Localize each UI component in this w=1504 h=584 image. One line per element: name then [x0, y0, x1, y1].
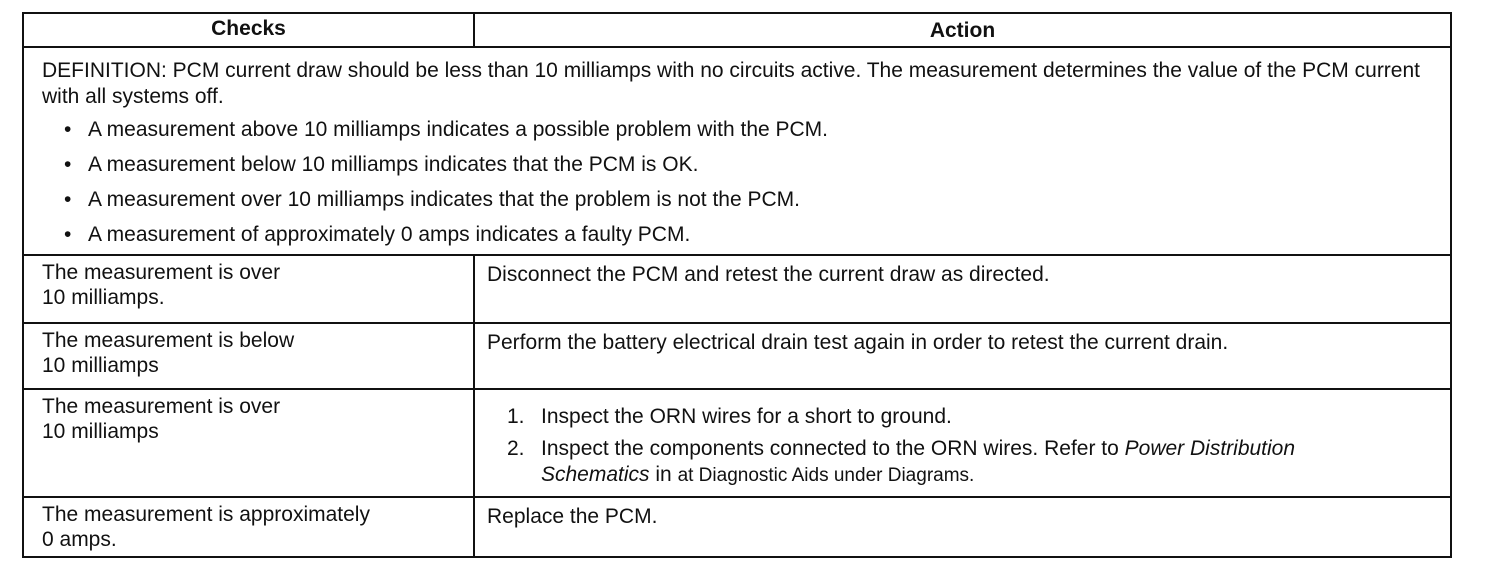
list-item: • A measurement over 10 milliamps indicates that the problem is not the PCM. [64, 182, 828, 217]
check-cell: The measurement is over 10 milliamps. [24, 256, 475, 322]
table-row [24, 390, 1450, 498]
list-item: 2. Inspect the components connected to the ORN wires. Refer to Power Distribution Schematics in at Diagnostic Aids under Diagrams. [507, 437, 1296, 486]
header-action: Action [929, 19, 996, 42]
check-cell: The measurement is below 10 milliamps [24, 324, 475, 388]
action-cell: Disconnect the PCM and retest the current draw as directed. [487, 263, 1050, 286]
definition-row [24, 48, 1450, 256]
action-cell: Replace the PCM. [487, 505, 658, 528]
table-header-row [24, 14, 1450, 48]
action-cell: Perform the battery electrical drain test again in order to retest the current drain. [487, 331, 1229, 354]
list-item: • A measurement above 10 milliamps indicates a possible problem with the PCM. [64, 112, 828, 147]
header-checks: Checks [24, 14, 475, 46]
list-item: 1. Inspect the ORN wires for a short to ground. [507, 405, 952, 428]
table-row [24, 256, 1450, 324]
definition-bullets [64, 112, 828, 252]
check-cell: The measurement is approximately 0 amps. [24, 498, 475, 558]
table-row [24, 498, 1450, 558]
list-item: • A measurement of approximately 0 amps indicates a faulty PCM. [64, 217, 828, 252]
action-cell [475, 390, 1450, 496]
list-item: • A measurement below 10 milliamps indicates that the PCM is OK. [64, 147, 828, 182]
check-cell: The measurement is over 10 milliamps [24, 390, 475, 496]
table-row [24, 324, 1450, 390]
definition-text: DEFINITION: PCM current draw should be less than 10 milliamps with no circuits active. The measurement determines the value of the PCM current with all systems off. [42, 59, 1420, 108]
action-steps [507, 404, 1390, 495]
diagnostic-table [22, 12, 1452, 558]
